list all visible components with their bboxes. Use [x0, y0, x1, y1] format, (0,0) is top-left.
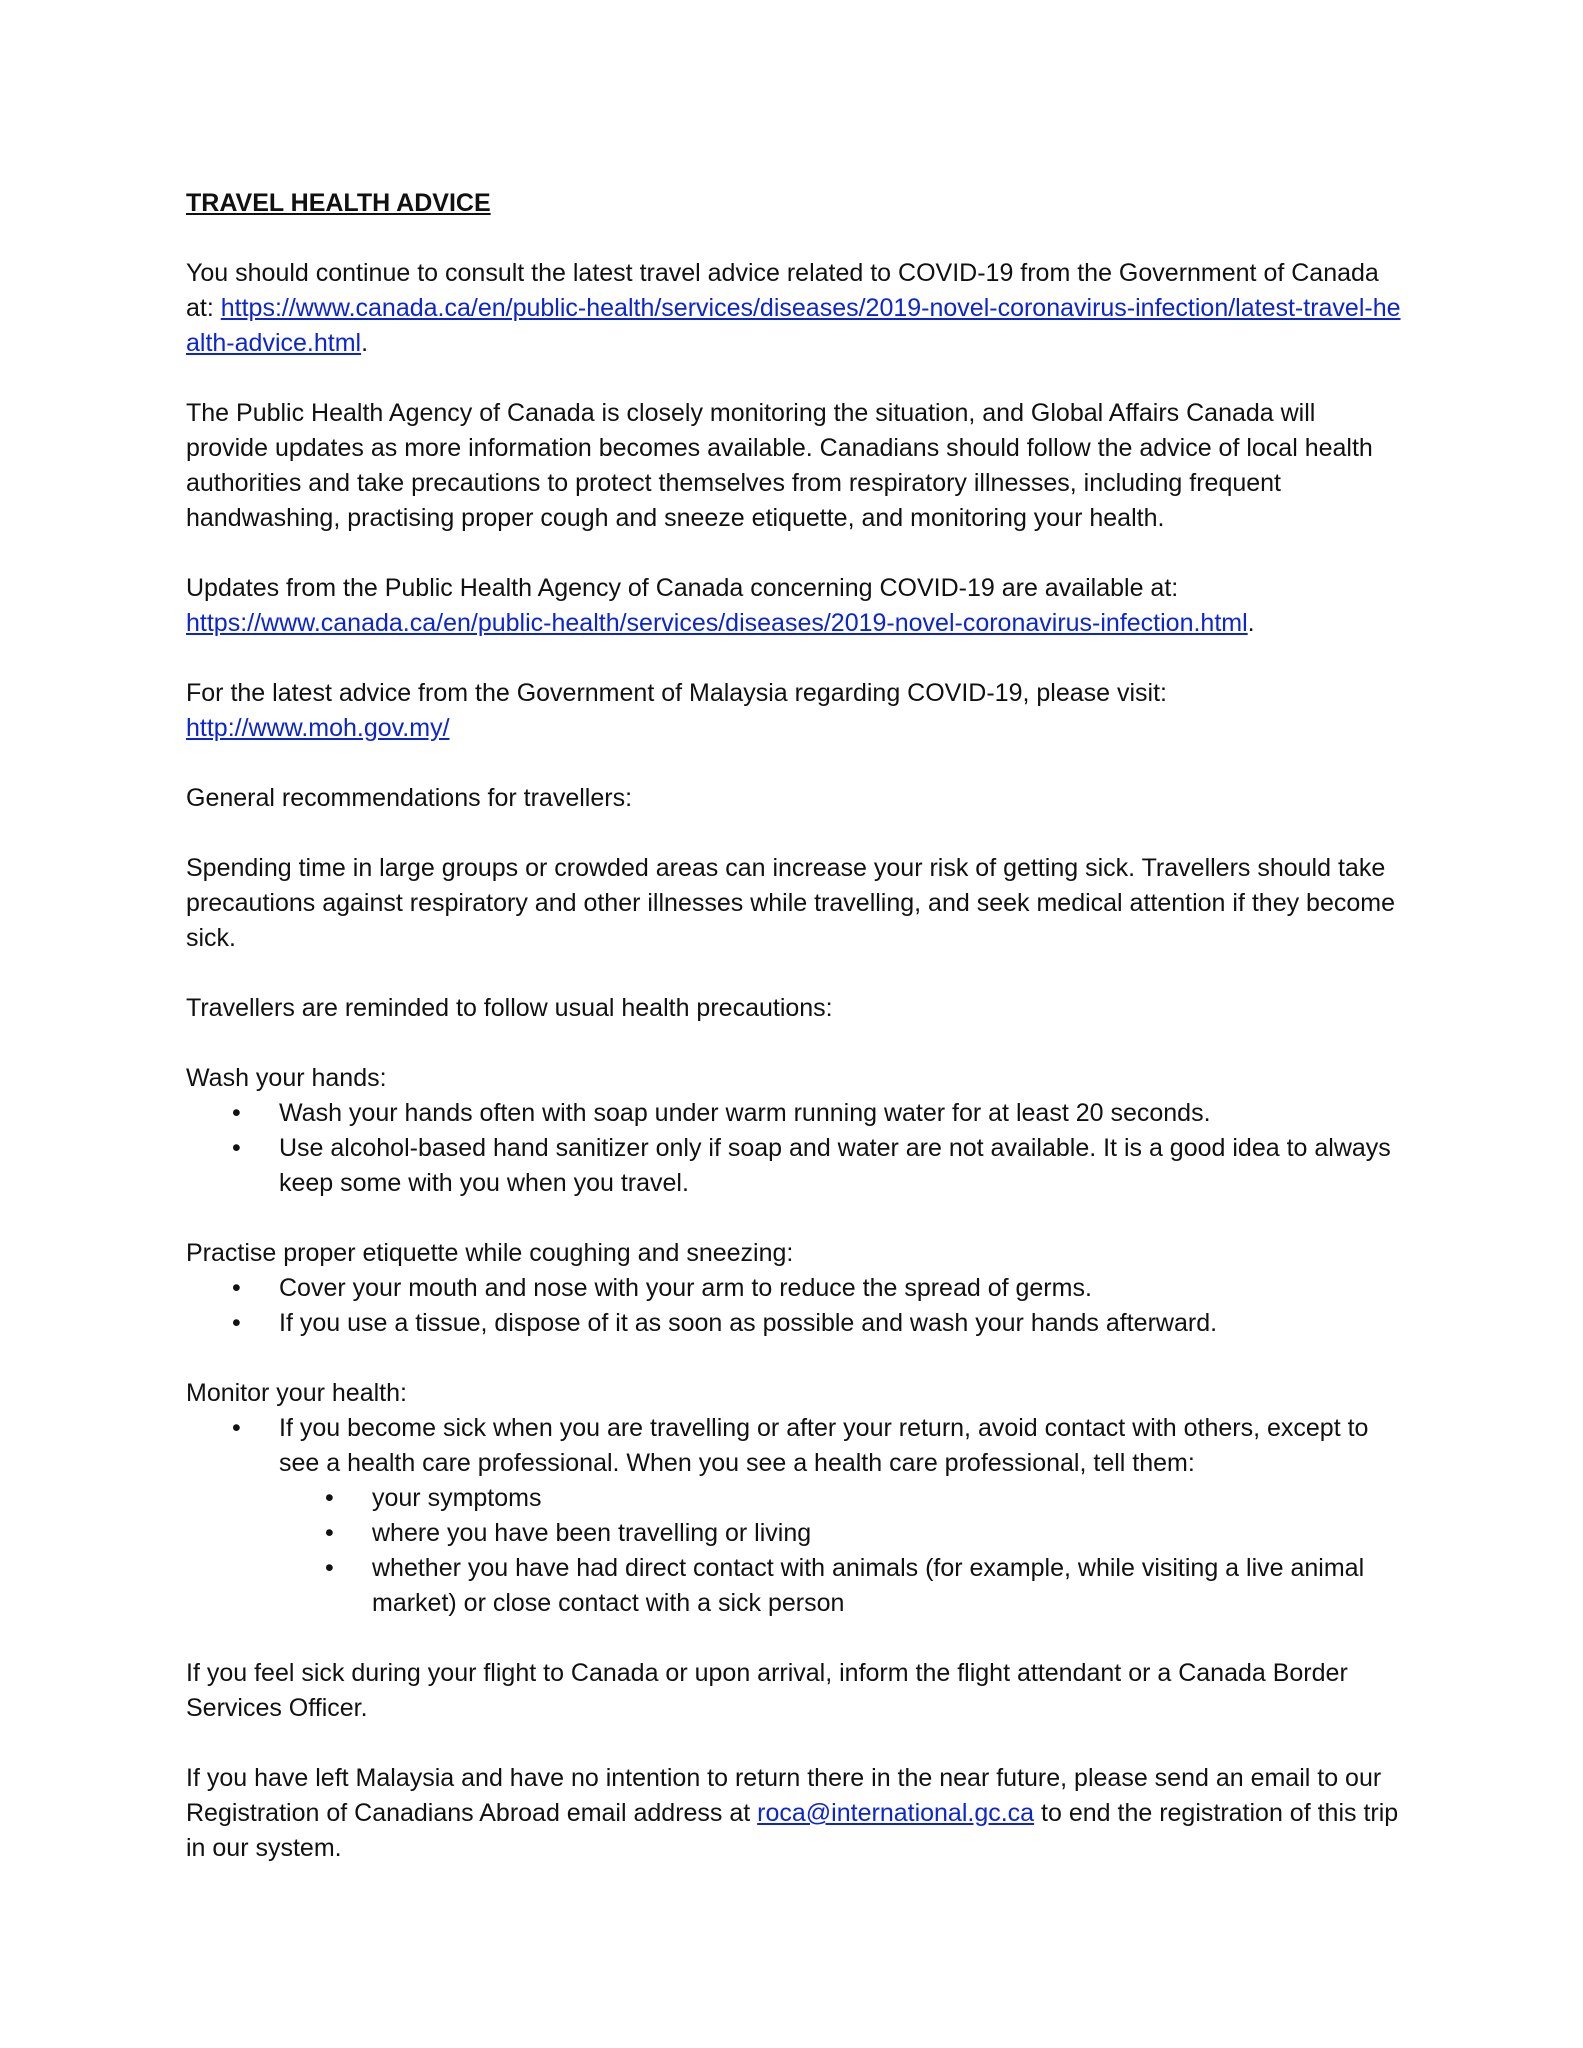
wash-hands-list	[186, 1096, 1401, 1201]
crowded-areas-paragraph: Spending time in large groups or crowded areas can increase your risk of getting sick. Travellers should take precautions against respiratory and other illnesses while travelling, and seek medical attention if they become sick.	[186, 854, 1395, 952]
list-item: • Cover your mouth and nose with your arm to reduce the spread of germs.	[186, 1271, 1401, 1306]
list-item: • where you have been travelling or living	[279, 1516, 1401, 1551]
registration-text-before: If you have left Malaysia and have no intention to return there in the near future, please send an email to our Registration of Canadians Abroad email address at	[186, 1764, 1382, 1827]
etiquette-section	[186, 1236, 1401, 1341]
page-title: TRAVEL HEALTH ADVICE	[186, 189, 491, 217]
etiquette-list	[186, 1271, 1401, 1341]
etiquette-heading: Practise proper etiquette while coughing and sneezing:	[186, 1239, 794, 1267]
registration-text-after: to end the registration of this trip in our system.	[186, 1799, 1399, 1862]
list-item: • Wash your hands often with soap under warm running water for at least 20 seconds.	[186, 1096, 1401, 1131]
precautions-paragraph: Travellers are reminded to follow usual health precautions:	[186, 994, 833, 1022]
monitoring-paragraph: The Public Health Agency of Canada is closely monitoring the situation, and Global Affairs Canada will provide updates as more information becomes available. Canadians should follow the advice of local health authorities and take precautions to protect themselves from respiratory illnesses, including frequent handwashing, practising proper cough and sneeze etiquette, and monitoring your health.	[186, 399, 1373, 532]
monitor-health-section	[186, 1376, 1401, 1621]
tell-them-list	[279, 1481, 1401, 1621]
consult-advice-text: You should continue to consult the latest travel advice related to COVID-19 from the Government of Canada at:	[186, 259, 1379, 322]
monitor-health-list	[186, 1411, 1401, 1621]
updates-paragraph	[186, 571, 1401, 641]
wash-hands-section	[186, 1061, 1401, 1201]
document-page	[186, 186, 1401, 1866]
updates-period: .	[1247, 609, 1255, 637]
malaysia-advice-text: For the latest advice from the Government of Malaysia regarding COVID-19, please visit:	[186, 679, 1167, 707]
monitor-health-item-text: If you become sick when you are travelling or after your return, avoid contact with others, except to see a health care professional. When you see a health care professional, tell them:	[279, 1414, 1369, 1477]
list-item: • whether you have had direct contact with animals (for example, while visiting a live animal market) or close contact with a sick person	[279, 1551, 1401, 1621]
general-recommendations-heading: General recommendations for travellers:	[186, 784, 633, 812]
list-item: • your symptoms	[279, 1481, 1401, 1516]
registration-paragraph	[186, 1761, 1401, 1866]
wash-hands-heading: Wash your hands:	[186, 1064, 387, 1092]
roca-email-link[interactable]: roca@international.gc.ca	[757, 1799, 1035, 1827]
list-item	[186, 1411, 1401, 1621]
travel-advice-link[interactable]: https://www.canada.ca/en/public-health/services/diseases/2019-novel-coronavirus-infection/latest-travel-health-advice.html	[186, 294, 1401, 357]
moh-link[interactable]: http://www.moh.gov.my/	[186, 714, 450, 742]
flight-sickness-paragraph: If you feel sick during your flight to Canada or upon arrival, inform the flight attendant or a Canada Border Services Officer.	[186, 1659, 1348, 1722]
monitor-health-heading: Monitor your health:	[186, 1379, 407, 1407]
updates-link[interactable]: https://www.canada.ca/en/public-health/services/diseases/2019-novel-coronavirus-infection.html	[186, 609, 1248, 637]
list-item: • Use alcohol-based hand sanitizer only if soap and water are not available. It is a good idea to always keep some with you when you travel.	[186, 1131, 1401, 1201]
consult-advice-period: .	[361, 329, 369, 357]
list-item: • If you use a tissue, dispose of it as soon as possible and wash your hands afterward.	[186, 1306, 1401, 1341]
updates-text: Updates from the Public Health Agency of Canada concerning COVID-19 are available at:	[186, 574, 1179, 602]
consult-advice-paragraph	[186, 256, 1401, 361]
malaysia-advice-paragraph	[186, 676, 1401, 746]
